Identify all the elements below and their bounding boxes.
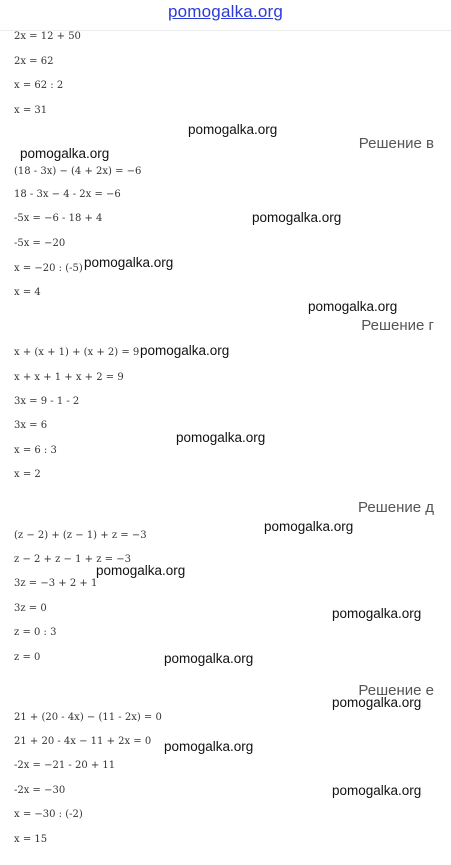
equation-line: 21 + 20 - 4x − 11 + 2x = 0 — [14, 736, 152, 747]
equation-line: 18 - 3x − 4 - 2x = −6 — [14, 189, 121, 200]
equation-line: x = 15 — [14, 834, 48, 845]
equation-line: x = 6 : 3 — [14, 445, 57, 456]
equation-line: z = 0 — [14, 652, 41, 663]
equation-line: x = −30 : (-2) — [14, 809, 83, 820]
equation-line: 3z = −3 + 2 + 1 — [14, 578, 98, 589]
equation-line: 2x = 12 + 50 — [14, 31, 81, 42]
equation-line: x + (x + 1) + (x + 2) = 9 — [14, 347, 140, 358]
equation-line: (z − 2) + (z − 1) + z = −3 — [14, 530, 147, 541]
watermark: pomogalka.org — [96, 563, 186, 578]
equation-line: -2x = −21 - 20 + 11 — [14, 760, 116, 771]
equation-line: 2x = 62 — [14, 56, 54, 67]
site-logo-link[interactable]: pomogalka.org — [167, 2, 284, 21]
watermark: pomogalka.org — [84, 255, 174, 270]
equation-line: -2x = −30 — [14, 785, 66, 796]
equation-line: x = −20 : (-5) — [14, 263, 83, 274]
equation-line: 3z = 0 — [14, 603, 47, 614]
watermark: pomogalka.org — [252, 210, 342, 225]
equation-line: x = 62 : 2 — [14, 80, 64, 91]
watermark: pomogalka.org — [188, 122, 278, 137]
top-bar — [0, 0, 451, 31]
equation-line: x = 2 — [14, 469, 41, 480]
solution-heading-g: Решение г — [361, 317, 434, 334]
equation-line: (18 - 3x) − (4 + 2x) = −6 — [14, 166, 142, 177]
equation-line: -5x = −20 — [14, 238, 66, 249]
watermark: pomogalka.org — [176, 430, 266, 445]
equation-line: 3x = 9 - 1 - 2 — [14, 396, 80, 407]
equation-line: x = 31 — [14, 105, 48, 116]
equation-line: z − 2 + z − 1 + z = −3 — [14, 554, 131, 565]
watermark: pomogalka.org — [332, 695, 422, 710]
watermark: pomogalka.org — [264, 519, 354, 534]
solution-heading-e: Решение е — [358, 682, 434, 699]
watermark: pomogalka.org — [164, 739, 254, 754]
equation-line: z = 0 : 3 — [14, 627, 57, 638]
equation-line: 3x = 6 — [14, 420, 48, 431]
watermark: pomogalka.org — [164, 651, 254, 666]
equation-line: x = 4 — [14, 287, 41, 298]
watermark: pomogalka.org — [140, 343, 230, 358]
watermark: pomogalka.org — [308, 299, 398, 314]
watermark: pomogalka.org — [332, 606, 422, 621]
solution-heading-v: Решение в — [358, 135, 434, 152]
watermark: pomogalka.org — [332, 783, 422, 798]
solution-heading-d: Решение д — [358, 499, 434, 516]
equation-line: x + x + 1 + x + 2 = 9 — [14, 372, 124, 383]
watermark: pomogalka.org — [20, 146, 110, 161]
equation-line: -5x = −6 - 18 + 4 — [14, 213, 103, 224]
equation-line: 21 + (20 - 4x) − (11 - 2x) = 0 — [14, 712, 162, 723]
